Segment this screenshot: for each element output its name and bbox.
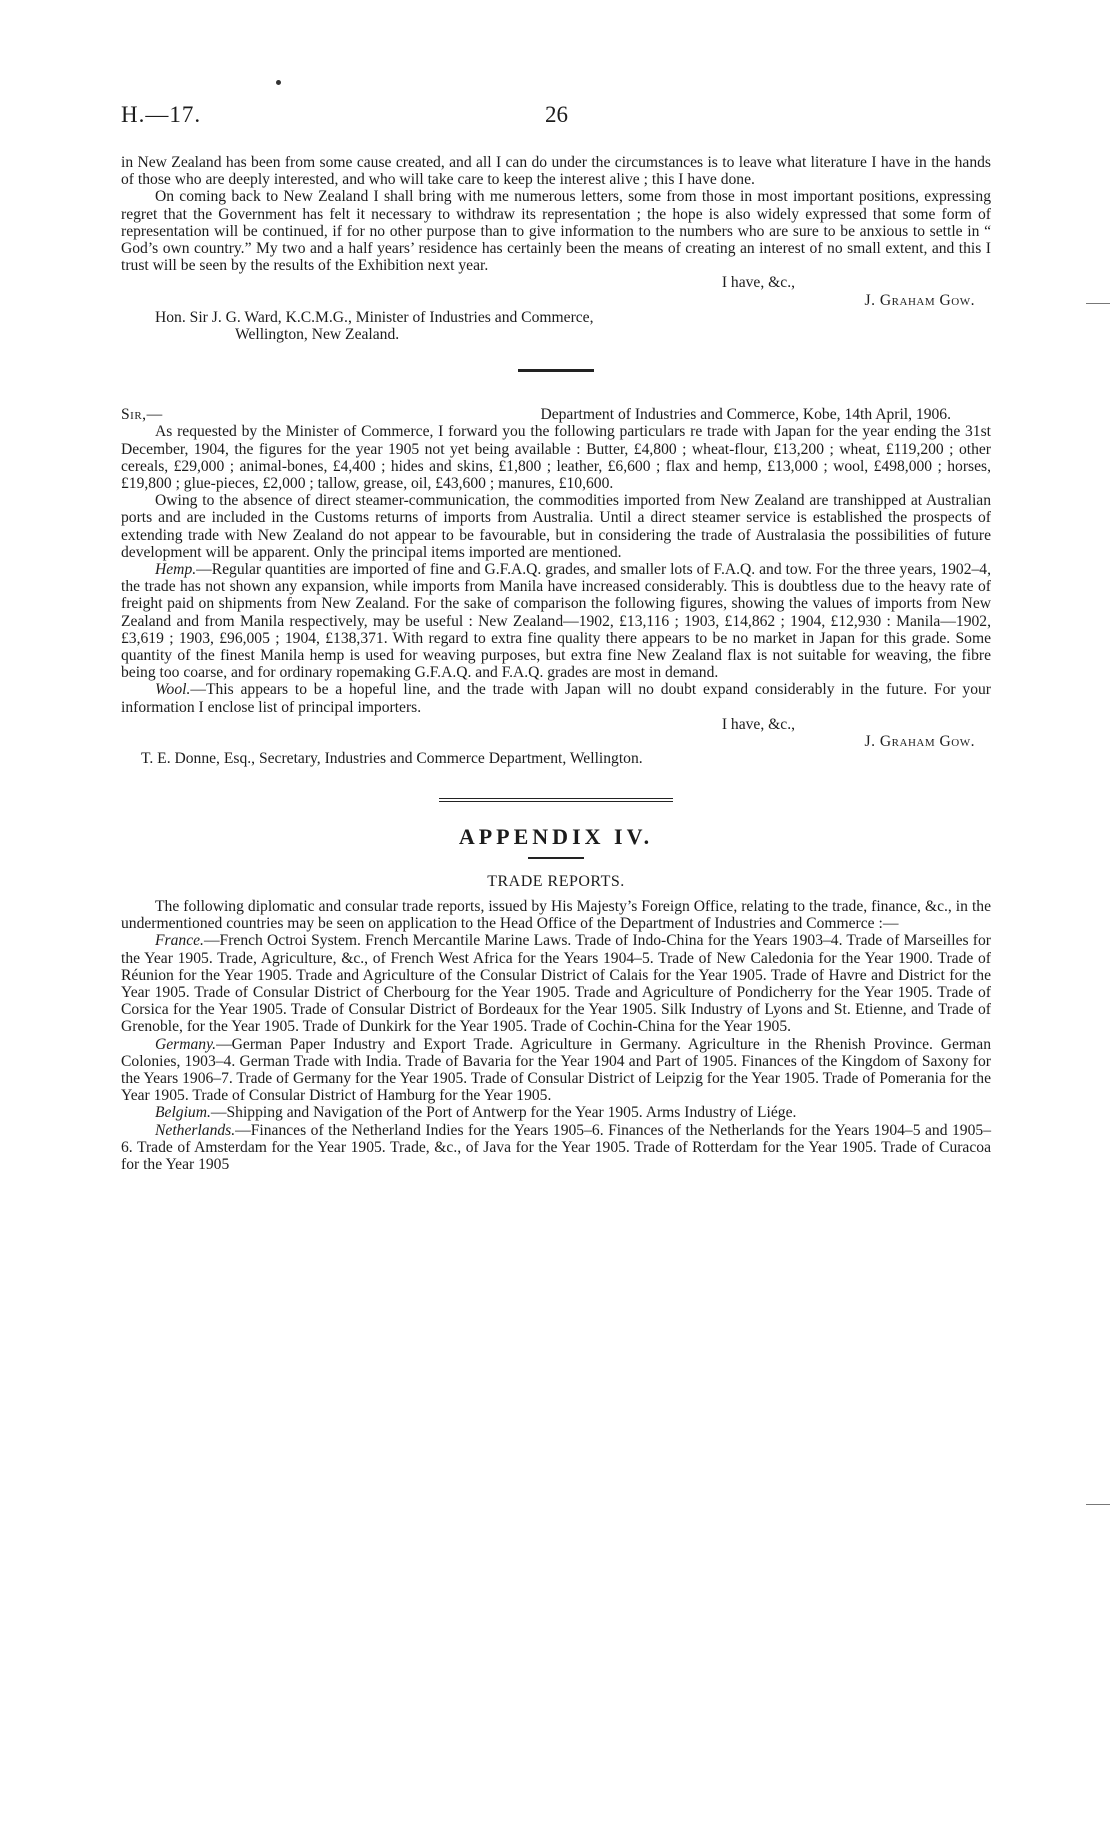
appendix-intro: The following diplomatic and consular trade reports, issued by His Majesty’s Foreign Office, relating to the trade, finance, &c., in the undermentioned countries may be seen on application to the Head Office of the Department of Industries and Commerce :— [121,897,991,933]
letter-two-wool-paragraph [121,681,991,715]
margin-mark [1086,303,1110,304]
wool-label: Wool. [155,681,191,699]
letter-two-paragraph-1: As requested by the Minister of Commerce, I forward you the following particulars re trade with Japan for the year ending the 31st December, 1904, the figures for the year 1905 not yet being available : Butter, £4,800 ; wheat-flour, £13,200 ; wheat, £119,200 ; other cereals, £29,000 ; animal-bones, £4,400 ; hides and skins, £1,800 ; leather, £6,600 ; flax and hemp, £13,000 ; wool, £498,000 ; horses, £19,800 ; glue-pieces, £2,000 ; tallow, grease, oil, £43,600 ; manures, £10,600. [121,423,991,493]
section-divider [518,369,594,372]
letter-one-closing: I have, &c., [721,274,795,292]
letter-two-dateline: Department of Industries and Commerce, Kobe, 14th April, 1906. [540,406,951,424]
wool-text: —This appears to be a hopeful line, and the trade with Japan will no doubt expand considerably in the future. For your information I enclose list of principal importers. [121,681,991,716]
page-id: H.—17. [121,102,202,127]
netherlands-paragraph [121,1122,991,1174]
france-label: France. [155,932,204,950]
appendix-section [121,823,991,1174]
page-header [121,102,991,132]
letter-one-signature: J. Graham Gow. [864,291,975,309]
margin-mark [1086,1504,1110,1505]
belgium-text: —Shipping and Navigation of the Port of Antwerp for the Year 1905. Arms Industry of Liége. [210,1104,797,1122]
letter-two-signature: J. Graham Gow. [864,733,975,751]
germany-label: Germany. [155,1035,217,1053]
france-text: —French Octroi System. French Mercantile Marine Laws. Trade of Indo-China for the Years 1903–4. Trade of Marseilles for the Year 1905. Trade, Agriculture, &c., of French West Africa for the Years 1904–5. Trade of New Caledonia for the Year 1900. Trade of Réunion for the Year 1905. Trade and Agriculture of the Consular District of Calais for the Year 1905. Trade of Havre and District for the Year 1905. Trade of Consular District of Cherbourg for the Year 1905. Trade and Agriculture of Pondicherry for the Year 1905. Trade of Corsica for the Year 1905. Trade of Consular District of Bordeaux for the Year 1905. Silk Industry of Lyons and St. Etienne, and Trade of Grenoble, for the Year 1905. Trade of Dunkirk for the Year 1905. Trade of Cochin-China for the Year 1905. [121,932,991,1036]
hemp-label: Hemp. [155,561,197,579]
page-number: 26 [545,102,568,127]
trade-reports-title: TRADE REPORTS. [487,872,625,890]
letter-two-closing: I have, &c., [721,715,795,733]
letter-two-addressee: T. E. Donne, Esq., Secretary, Industries and Commerce Department, Wellington. [141,750,643,768]
letter-one-addressee-line-1: Hon. Sir J. G. Ward, K.C.M.G., Minister of Industries and Commerce, [155,308,594,326]
france-paragraph [121,932,991,1035]
letter-two-heading-row [121,406,991,423]
letter-one-paragraph-2: On coming back to New Zealand I shall bring with me numerous letters, some from those in most important positions, expressing regret that the Government has felt it necessary to withdraw its representation ; the hope is also widely expressed that some form of representation will be continued, if for no other purpose than to give information to the numbers who are sure to be anxious to settle in “ God’s own country.” My two and a half years’ residence has certainly been the means of creating an interest of no small extent, and this I trust will be seen by the results of the Exhibition next year. [121,188,991,275]
appendix-title-rule [528,857,584,859]
appendix-title: APPENDIX IV. [458,823,654,849]
letter-two [121,406,991,767]
letter-two-salutation: Sir,— [121,406,163,424]
germany-paragraph [121,1036,991,1105]
page-body [121,154,991,1173]
letter-one [121,154,991,343]
belgium-paragraph [121,1104,991,1121]
letter-two-hemp-paragraph [121,561,991,681]
hemp-text: —Regular quantities are imported of fine and G.F.A.Q. grades, and smaller lots of F.A.Q. and tow. For the three years, 1902–4, the trade has not shown any expansion, while imports from Manila have increased considerably. This is doubtless due to the heavy rate of freight paid on shipments from New Zealand. For the sake of comparison the following figures, showing the values of imports from New Zealand and from Manila respectively, may be useful : New Zealand—1902, £13,116 ; 1903, £14,862 ; 1904, £12,930 : Manila—1902, £3,619 ; 1903, £96,005 ; 1904, £138,371. With regard to extra fine quality there appears to be no market in Japan for this grade. Some quantity of the finest Manila hemp is used for weaving purposes, but extra fine New Zealand flax is not suitable for weaving, the fibre being too coarse, and for ordinary ropemaking G.F.A.Q. and F.A.Q. grades are most in demand. [121,561,991,682]
letter-two-paragraph-2: Owing to the absence of direct steamer-communication, the commodities imported from New Zealand are transhipped at Australian ports and are included in the Customs returns of imports from Australia. Until a direct steamer service is established the prospects of extending trade with New Zealand do not appear to be favourable, but in considering the trade of Australasia the possibilities of future development will be apparent. Only the principal items imported are mentioned. [121,492,991,561]
letter-one-paragraph-1: in New Zealand has been from some cause created, and all I can do under the circumstances is to leave what literature I have in the hands of those who are deeply interested, and who will take care to keep the interest alive ; this I have done. [121,154,991,189]
section-divider-double [439,798,673,802]
letter-one-addressee-line-2: Wellington, New Zealand. [235,326,400,344]
belgium-label: Belgium. [155,1104,211,1122]
netherlands-label: Netherlands. [155,1121,236,1139]
ink-speck [276,80,281,85]
netherlands-text: —Finances of the Netherland Indies for the Years 1905–6. Finances of the Netherlands for the Years 1904–5 and 1905–6. Trade of Amsterdam for the Year 1905. Trade, &c., of Java for the Year 1905. Trade of Rotterdam for the Year 1905. Trade of Curacoa for the Year 1905 [121,1121,991,1173]
germany-text: —German Paper Industry and Export Trade. Agriculture in Germany. Agriculture in the Rhenish Province. German Colonies, 1903–4. German Trade with India. Trade of Bavaria for the Year 1904 and Part of 1905. Finances of the Kingdom of Saxony for the Years 1906–7. Trade of Germany for the Year 1905. Trade of Consular District of Leipzig for the Year 1905. Trade of Pomerania for the Year 1905. Trade of Consular District of Hamburg for the Year 1905. [121,1035,991,1105]
